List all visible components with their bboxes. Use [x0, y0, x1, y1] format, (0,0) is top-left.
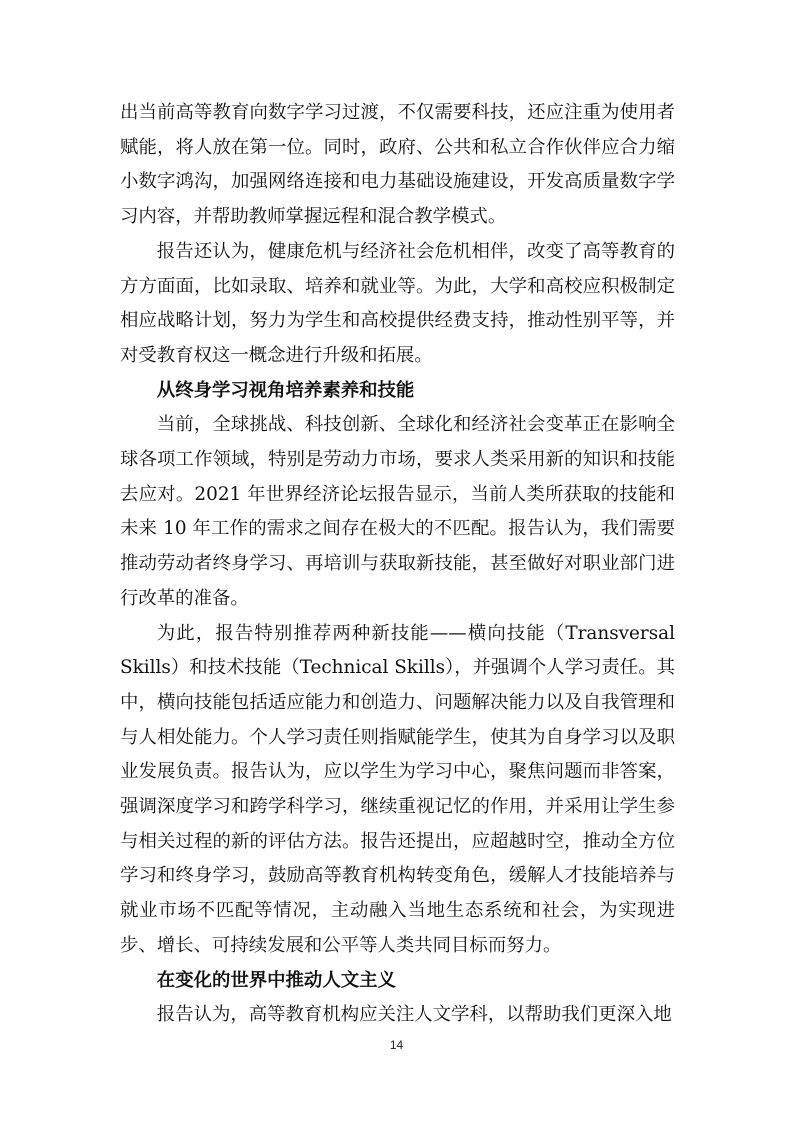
section-heading-lifelong-learning: 从终身学习视角培养素养和技能 — [156, 379, 415, 401]
section-heading-humanism: 在变化的世界中推动人文主义 — [156, 969, 396, 991]
document-body — [120, 96, 675, 1033]
paragraph-2: 报告还认为，健康危机与经济社会危机相伴，改变了高等教育的方方面面，比如录取、培养和就业等。为此，大学和高校应积极制定相应战略计划，努力为学生和高校提供经费支持，推动性别平等，并对受教育权这一概念进行升级和拓展。 — [120, 240, 675, 366]
paragraph-5: 报告认为，高等教育机构应关注人文学科，以帮助我们更深入地 — [156, 1004, 672, 1026]
page-number: 14 — [389, 1038, 404, 1052]
paragraph-1: 出当前高等教育向数字学习过渡，不仅需要科技，还应注重为使用者赋能，将人放在第一位。同时，政府、公共和私立合作伙伴应合力缩小数字鸿沟，加强网络连接和电力基础设施建设，开发高质量数字学习内容，并帮助教师掌握远程和混合教学模式。 — [120, 102, 675, 228]
paragraph-3: 当前，全球挑战、科技创新、全球化和经济社会变革正在影响全球各项工作领域，特别是劳动力市场，要求人类采用新的知识和技能去应对。2021 年世界经济论坛报告显示，当前人类所获取的技能和未来 10 年工作的需求之间存在极大的不匹配。报告认为，我们需要推动劳动者终身学习、再培训与获取新技能，甚至做好对职业部门进行改革的准备。 — [120, 414, 675, 609]
paragraph-4: 为此，报告特别推荐两种新技能——横向技能（Transversal Skills）和技术技能（Technical Skills），并强调个人学习责任。其中，横向技能包括适应能力和创造力、问题解决能力以及自我管理和与人相处能力。个人学习责任则指赋能学生，使其为自身学习以及职业发展负责。报告认为，应以学生为学习中心，聚焦问题而非答案，强调深度学习和跨学科学习，继续重视记忆的作用，并采用让学生参与相关过程的新的评估方法。报告还提出，应超越时空，推动全方位学习和终身学习，鼓励高等教育机构转变角色，缓解人才技能培养与就业市场不匹配等情况，主动融入当地生态系统和社会，为实现进步、增长、可持续发展和公平等人类共同目标而努力。 — [120, 622, 675, 956]
